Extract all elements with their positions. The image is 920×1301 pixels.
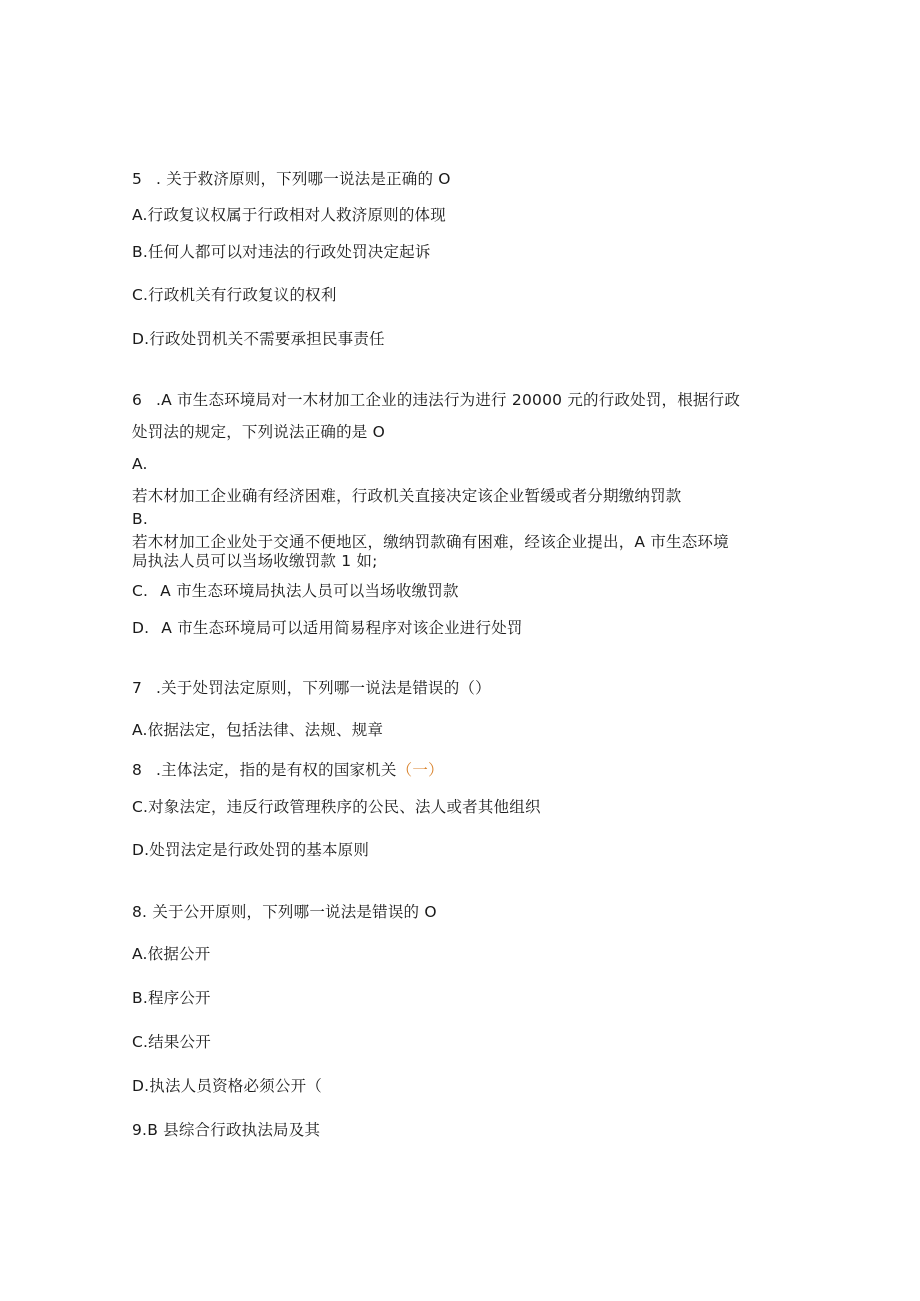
q5-number: 5 [132,170,143,188]
q7-option-a: A.依据法定，包括法律、法规、规章 [132,721,384,739]
q5-option-d: D.行政处罚机关不需要承担民事责任 [132,330,385,348]
q6-option-b-label: B. [132,510,148,528]
q6-option-d [132,618,523,638]
q6-option-b-text-1: 若木材加工企业处于交通不便地区，缴纳罚款确有困难，经该企业提出，A 市生态环境 [132,533,729,551]
q7-option-b [132,760,444,780]
q7-option-b-number: 8 [132,761,143,779]
q5-stem-text: . 关于救济原则，下列哪一说法是正确的 O [156,170,451,188]
q5-stem [132,169,451,189]
q7-option-c: C.对象法定，违反行政管理秩序的公民、法人或者其他组织 [132,798,541,816]
q6-stem-line1 [132,390,740,410]
q6-option-a-label: A. [132,455,148,473]
q8-option-a: A.依据公开 [132,945,211,963]
q7-option-b-text: .主体法定，指的是有权的国家机关 [156,761,397,779]
q8-stem: 8. 关于公开原则，下列哪一说法是错误的 O [132,903,437,921]
q6-option-a-text: 若木材加工企业确有经济困难，行政机关直接决定该企业暂缓或者分期缴纳罚款 [132,487,682,505]
q6-stem-line2: 处罚法的规定，下列说法正确的是 O [132,423,386,441]
q6-option-b-text-2: 局执法人员可以当场收缴罚款 1 如; [132,552,378,570]
q6-option-d-text: A 市生态环境局可以适用简易程序对该企业进行处罚 [161,619,523,637]
q6-option-c-label: C. [132,582,149,600]
q7-option-b-paren: （一） [396,761,444,779]
q5-option-b: B.任何人都可以对违法的行政处罚决定起诉 [132,243,431,261]
q5-option-a: A.行政复议权属于行政相对人救济原则的体现 [132,206,446,224]
q9-stem: 9.B 县综合行政执法局及其 [132,1121,321,1139]
q8-option-c: C.结果公开 [132,1033,211,1051]
q6-number: 6 [132,391,143,409]
q6-option-c-text: A 市生态环境局执法人员可以当场收缴罚款 [160,582,459,600]
q6-option-c [132,581,459,601]
q8-option-b: B.程序公开 [132,989,211,1007]
q7-stem [132,678,491,698]
q6-stem-text-1: .A 市生态环境局对一木材加工企业的违法行为进行 20000 元的行政处罚，根据行政 [156,391,741,409]
q8-option-d: D.执法人员资格必须公开（ [132,1077,322,1095]
q5-option-c: C.行政机关有行政复议的权利 [132,286,337,304]
q7-stem-text: .关于处罚法定原则，下列哪一说法是错误的（） [156,679,491,697]
q7-number: 7 [132,679,143,697]
q6-option-d-label: D. [132,619,150,637]
q7-option-d: D.处罚法定是行政处罚的基本原则 [132,841,370,859]
